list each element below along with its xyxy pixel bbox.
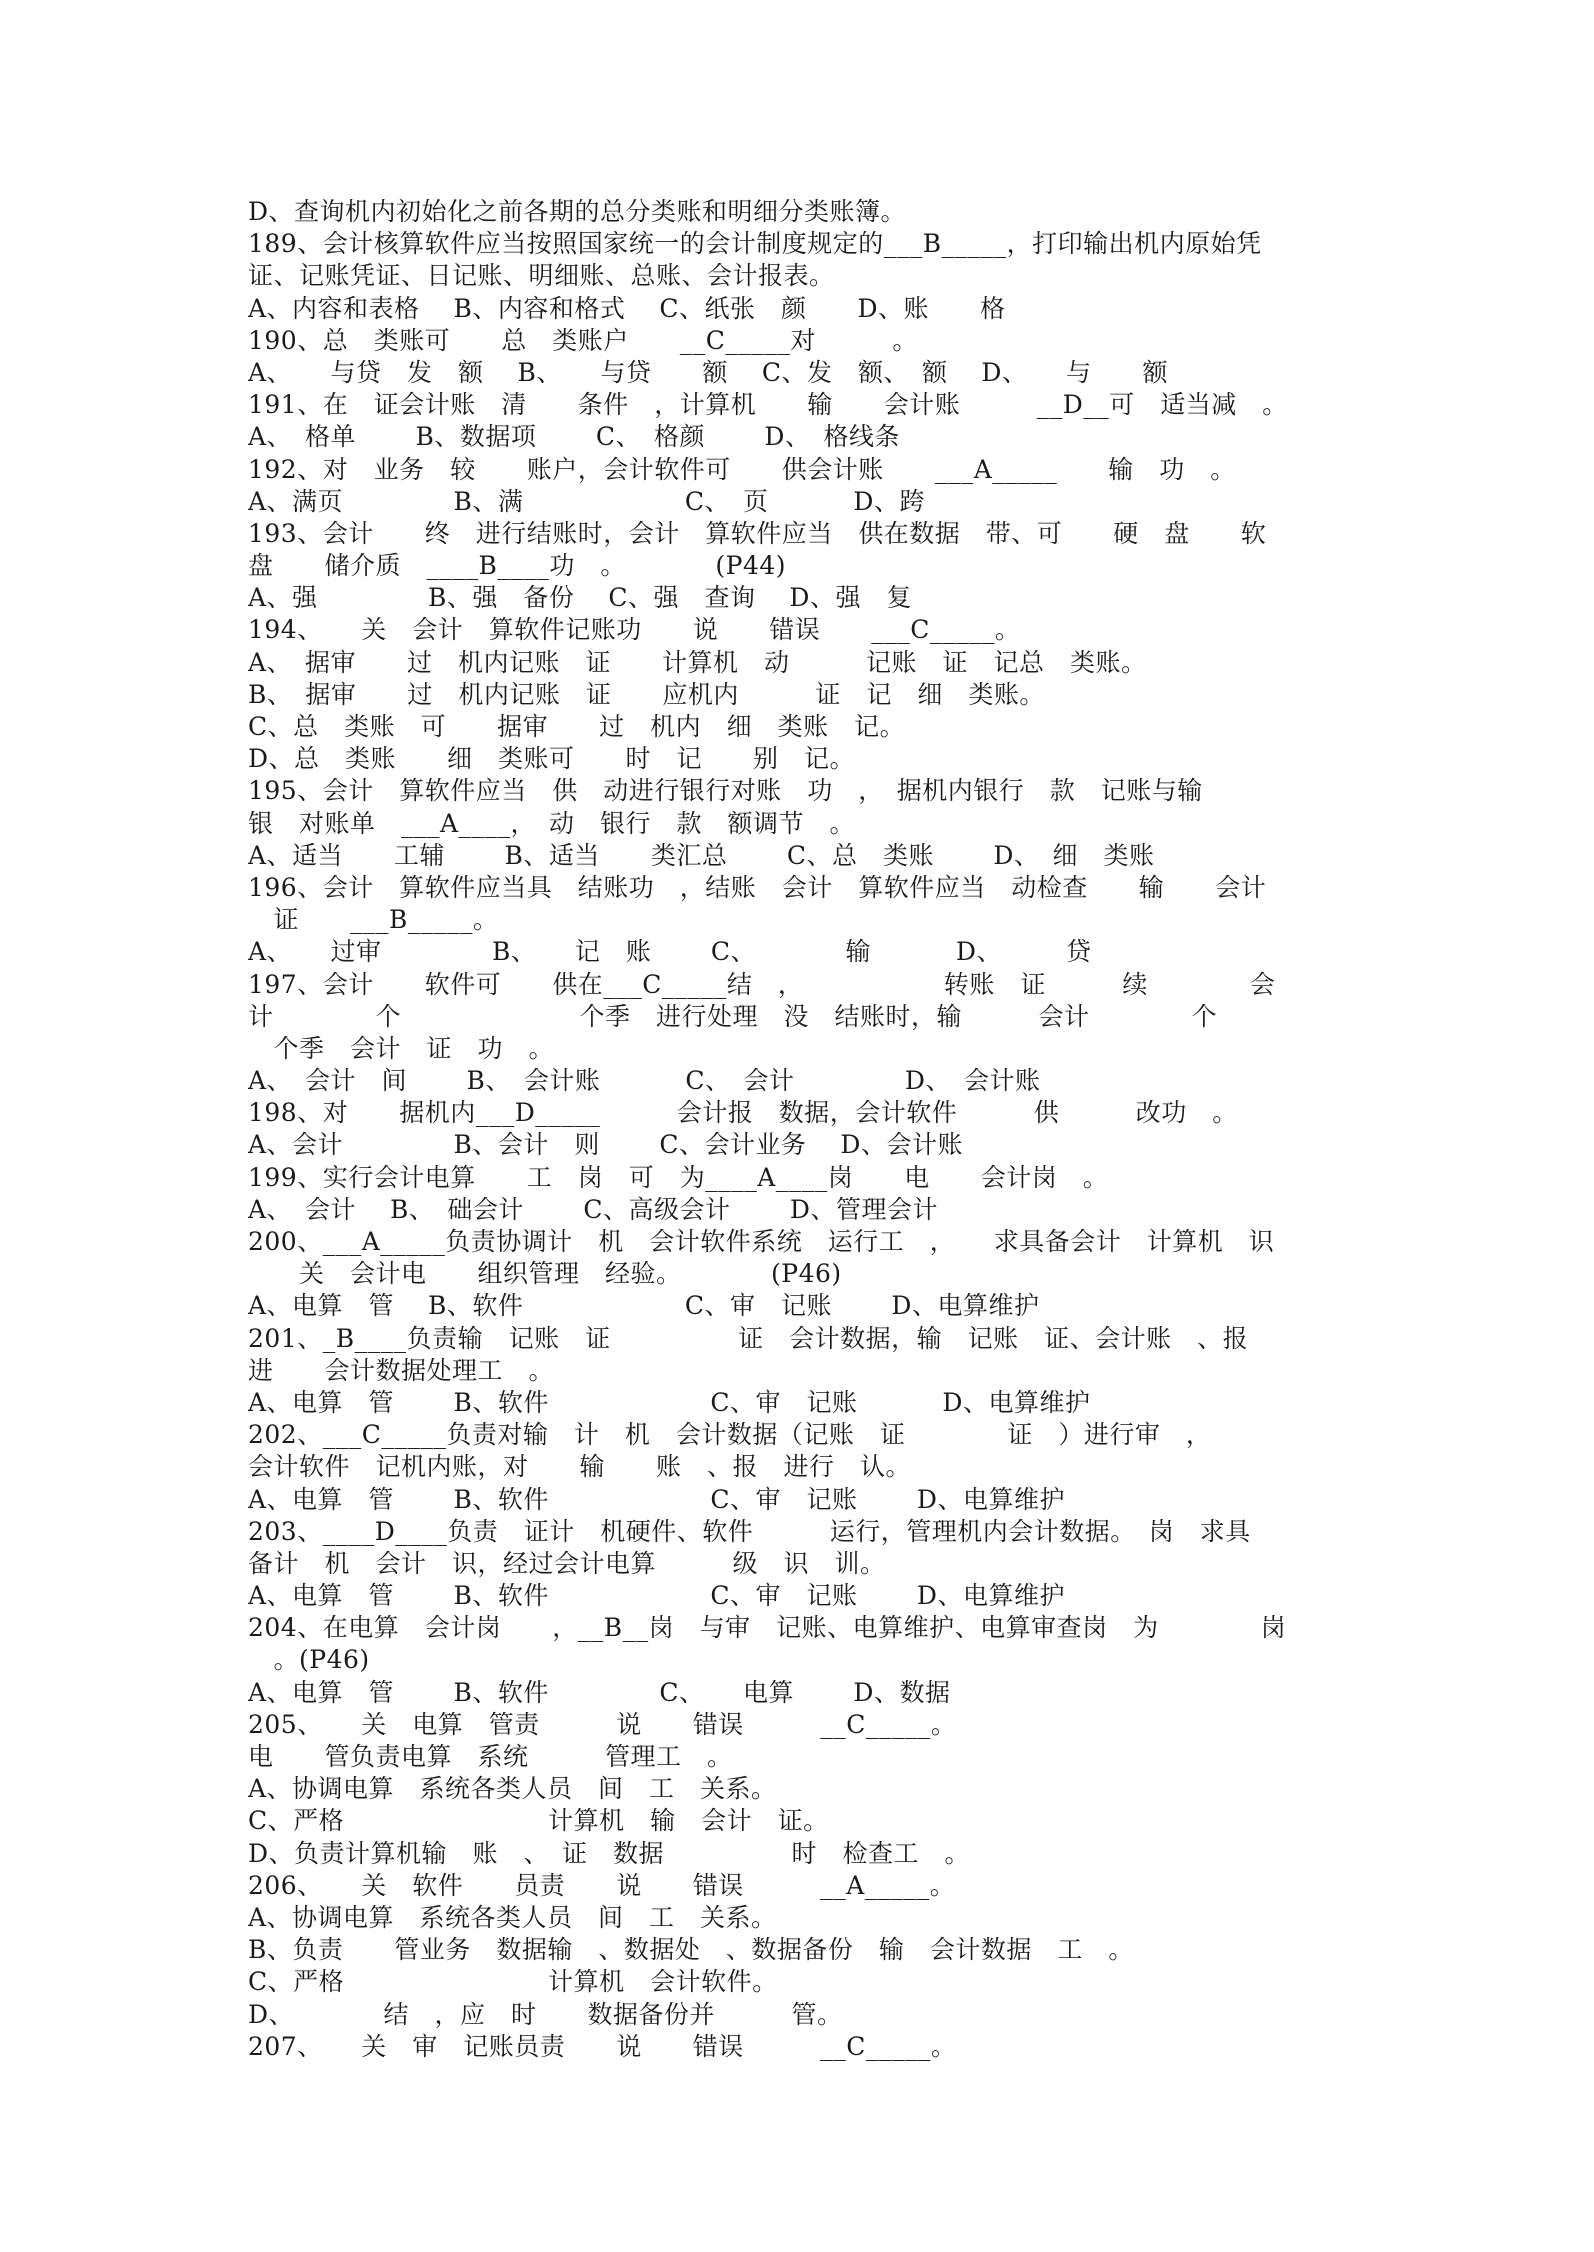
text-line: 197、会计 软件可 供在___C_____结 ， 转账 证 续 会 xyxy=(248,969,1276,999)
text-line: 204、在电算 会计岗 ，__B__岗 与审 记账、电算维护、电算审查岗 为 岗 xyxy=(248,1613,1287,1643)
text-line: 。(P46) xyxy=(248,1645,370,1675)
text-line: C、总 类账 可 据审 过 机内 细 类账 记。 xyxy=(248,712,906,741)
text-line: 200、___A_____负责协调计 机 会计软件系统 运行工 ， 求具备会计 计算机 识 xyxy=(248,1227,1275,1256)
text-line: 190、总 类账可 总 类账户 __C_____对 。 xyxy=(248,325,918,355)
text-line: 195、会计 算软件应当 供 动进行银行对账 功 ， 据机内银行 款 记账与输 xyxy=(248,776,1203,806)
text-line: 206、 关 软件 员责 说 错误 __A_____。 xyxy=(248,1870,956,1900)
text-line: D、查询机内初始化之前各期的总分类账和明细分类账簿。 xyxy=(248,197,907,226)
text-line: C、严格 计算机 会计软件。 xyxy=(248,1967,778,1997)
text-line: D、 结 ，应 时 数据备份并 管。 xyxy=(248,1999,843,2029)
text-line: 193、会计 终 进行结账时，会计 算软件应当 供在数据 带、可 硬 盘 软 xyxy=(248,518,1267,548)
text-line: D、负责计算机输 账 、 证 数据 时 检查工 。 xyxy=(248,1838,971,1868)
text-line: 205、 关 电算 管责 说 错误 __C_____。 xyxy=(248,1709,957,1739)
text-line: 199、实行会计电算 工 岗 可 为____A____岗 电 会计岗 。 xyxy=(248,1162,1109,1192)
text-line: 201、_B____负责输 记账 证 证 会计数据，输 记账 证、会计账 、报 xyxy=(248,1323,1249,1353)
text-line: A、适当 工辅 B、适当 类汇总 C、总 类账 D、 细 类账 xyxy=(248,840,1155,870)
text-line: A、 过审 B、 记 账 C、 输 D、 贷 xyxy=(248,937,1092,967)
text-line: 207、 关 审 记账员责 说 错误 __C_____。 xyxy=(248,2031,957,2061)
text-line: 会计软件 记机内账，对 输 账 、报 进行 认。 xyxy=(248,1452,912,1482)
text-line: A、电算 管 B、软件 C、 电算 D、数据 xyxy=(248,1677,951,1707)
text-line: C、严格 计算机 输 会计 证。 xyxy=(248,1806,829,1836)
text-line: A、 会计 间 B、 会计账 C、 会计 D、 会计账 xyxy=(248,1066,1041,1096)
text-line: A、 会计 B、 础会计 C、高级会计 D、管理会计 xyxy=(248,1194,938,1224)
text-line: 银 对账单 ___A____， 动 银行 款 额调节 。 xyxy=(248,808,856,838)
text-line: A、电算 管 B、软件 C、审 记账 D、电算维护 xyxy=(248,1581,1065,1611)
text-line: A、协调电算 系统各类人员 间 工 关系。 xyxy=(248,1774,777,1804)
text-line: 关 会计电 组织管理 经验。 (P46) xyxy=(248,1259,842,1289)
text-line: 198、对 据机内___D_____ 会计报 数据，会计软件 供 改功 。 xyxy=(248,1098,1238,1128)
text-line: 191、在 证会计账 清 条件 ，计算机 输 会计账 __D__可 适当减 。 xyxy=(248,390,1288,420)
text-line: A、满页 B、满 C、 页 D、跨 xyxy=(248,486,925,516)
text-line: A、电算 管 B、软件 C、审 记账 D、电算维护 xyxy=(248,1484,1065,1514)
text-line: B、负责 管业务 数据输 、数据处 、数据备份 输 会计数据 工 。 xyxy=(248,1935,1134,1965)
text-line: A、内容和表格 B、内容和格式 C、纸张 颜 D、账 格 xyxy=(248,293,1006,323)
text-line: A、会计 B、会计 则 C、会计业务 D、会计账 xyxy=(248,1130,963,1160)
text-line: 196、会计 算软件应当具 结账功 ，结账 会计 算软件应当 动检查 输 会计 xyxy=(248,872,1267,902)
text-line: A、强 B、强 备份 C、强 查询 D、强 复 xyxy=(248,583,912,613)
document-body xyxy=(248,196,1358,2063)
text-line: A、 与贷 发 额 B、 与贷 额 C、发 额、 额 D、 与 额 xyxy=(248,357,1168,387)
text-line: 192、对 业务 较 账户，会计软件可 供会计账 ___A_____ 输 功 。 xyxy=(248,454,1236,484)
text-line: D、总 类账 细 类账可 时 记 别 记。 xyxy=(248,744,856,774)
text-line: B、 据审 过 机内记账 证 应机内 证 记 细 类账。 xyxy=(248,679,1045,709)
text-line: 电 管负责电算 系统 管理工 。 xyxy=(248,1742,733,1771)
text-line: A、电算 管 B、软件 C、审 记账 D、电算维护 xyxy=(248,1291,1040,1321)
text-line: 证、记账凭证、日记账、明细账、总账、会计报表。 xyxy=(248,261,835,291)
text-line: A、协调电算 系统各类人员 间 工 关系。 xyxy=(248,1902,777,1932)
text-line: 189、会计核算软件应当按照国家统一的会计制度规定的___B_____，打印输出机内原始凭 xyxy=(248,229,1262,259)
text-line: A、电算 管 B、软件 C、审 记账 D、电算维护 xyxy=(248,1387,1091,1417)
text-line: 194、 关 会计 算软件记账功 说 错误 ___C_____。 xyxy=(248,615,1021,645)
text-line: 进 会计数据处理工 。 xyxy=(248,1355,555,1385)
text-line: 盘 储介质 ____B____功 。 (P44) xyxy=(248,551,787,581)
text-line: A、 格单 B、数据项 C、 格颜 D、 格线条 xyxy=(248,422,900,452)
text-line: 计 个 个季 进行处理 没 结账时，输 会计 个 xyxy=(248,1001,1218,1031)
text-line: 备计 机 会计 识，经过会计电算 级 识 训。 xyxy=(248,1548,886,1578)
text-line: 203、____D____负责 证计 机硬件、软件 运行，管理机内会计数据。 岗 求具 xyxy=(248,1516,1251,1546)
text-line: A、 据审 过 机内记账 证 计算机 动 记账 证 记总 类账。 xyxy=(248,647,1147,677)
text-line: 202、___C_____负责对输 计 机 会计数据（记账 证 证 ）进行审 ， xyxy=(248,1420,1212,1450)
text-line: 证 ___B_____。 xyxy=(248,905,499,935)
text-line: 个季 会计 证 功 。 xyxy=(248,1033,555,1063)
